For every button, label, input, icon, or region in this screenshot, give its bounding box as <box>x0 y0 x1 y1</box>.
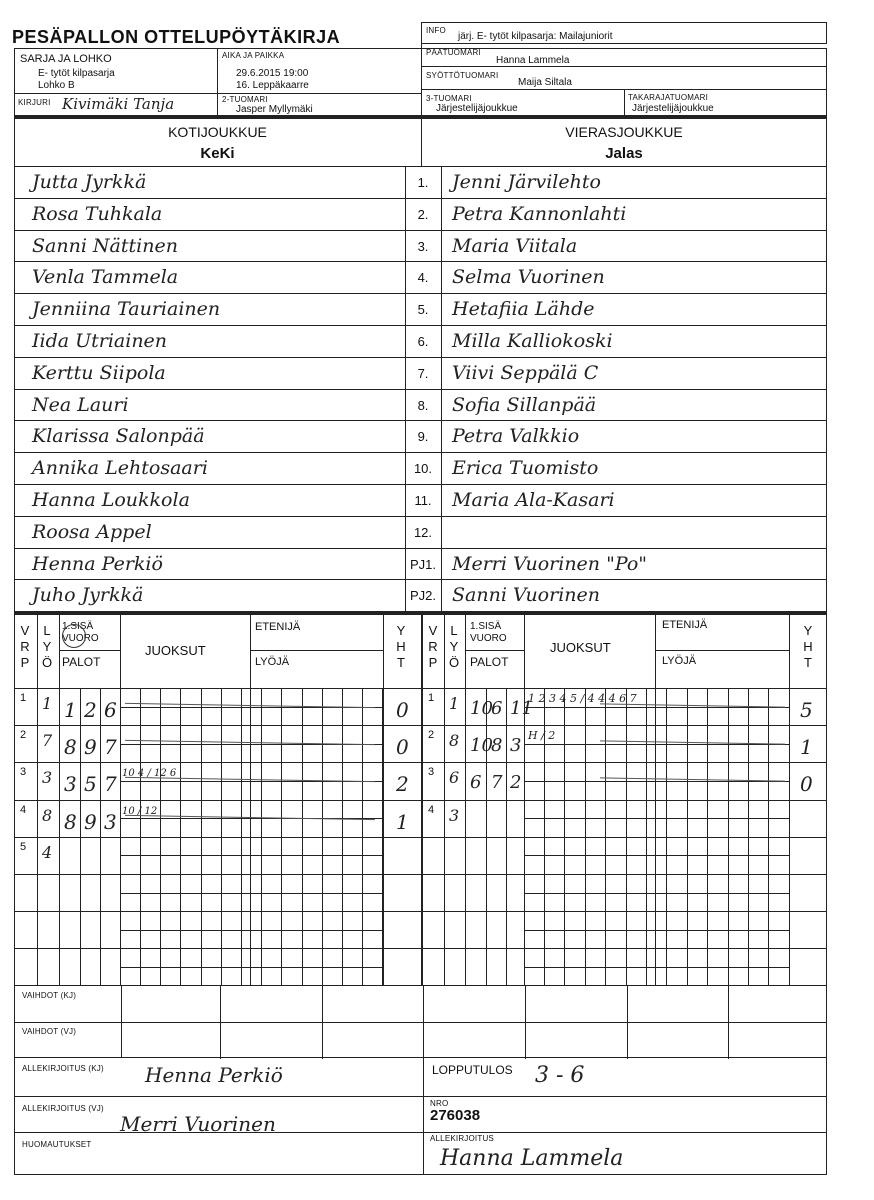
info-value: järj. E- tytöt kilpasarja: Mailajuniorit <box>458 31 613 42</box>
footer-col-divider <box>728 1022 729 1059</box>
home-palo-2: 5 <box>84 772 97 797</box>
syottotuomari-label: SYÖTTÖTUOMARI <box>426 71 499 80</box>
aika-line2: 16. Leppäkaarre <box>236 80 309 91</box>
home-player-name: Kerttu Siipola <box>32 361 166 384</box>
home-player-name: Henna Perkiö <box>32 552 163 575</box>
divider <box>14 93 421 94</box>
away-vrp-value: 3 <box>428 766 435 779</box>
home-player-name: Iida Utriainen <box>32 330 168 352</box>
away-sisa-header: 1.SISÄ VUORO <box>470 621 507 644</box>
away-name: Jalas <box>605 145 643 162</box>
away-player-name: Sofia Sillanpää <box>452 393 597 416</box>
away-yht-value: 0 <box>800 772 813 797</box>
home-name: KeKi <box>200 145 235 162</box>
away-yht-header <box>801 623 815 671</box>
sarja-line1: E- tytöt kilpasarja <box>38 68 115 79</box>
grid-hline <box>524 930 789 931</box>
roster-row-divider <box>14 261 827 262</box>
tuomari3-label: 3-TUOMARI <box>426 94 472 103</box>
nro-label: NRO <box>430 1099 449 1108</box>
footer-col-divider <box>728 985 729 1022</box>
yht-t-letter: T <box>397 655 405 670</box>
home-palo-2: 9 <box>84 809 97 834</box>
home-player-name: Jutta Jyrkkä <box>32 171 147 193</box>
sarja-line2: Lohko B <box>38 80 75 91</box>
home-sisa-header: 1.SISÄ VUORO <box>62 621 99 644</box>
away-player-name: Maria Ala-Kasari <box>452 489 615 511</box>
grid-hline <box>14 725 827 726</box>
home-vrp-header <box>18 623 32 671</box>
divider <box>14 166 827 167</box>
o-letter: Ö <box>448 655 460 670</box>
player-number: 8. <box>417 397 429 413</box>
home-palo-3: 7 <box>104 772 117 797</box>
roster-row-divider <box>14 230 827 231</box>
home-juoksut-marks: 10 4 / 12 6 <box>122 768 177 780</box>
home-yht-value: 2 <box>396 772 409 797</box>
form-title: PESÄPALLON OTTELUPÖYTÄKIRJA <box>12 27 341 47</box>
allekirjoitus-kj-label: ALLEKIRJOITUS (KJ) <box>22 1064 104 1073</box>
p-letter: P <box>20 655 30 670</box>
home-vrp-value: 2 <box>20 729 27 742</box>
home-ly-value: 3 <box>42 768 53 788</box>
tuomari2-value: Jasper Myllymäki <box>236 104 313 115</box>
home-ly-value: 7 <box>42 731 53 751</box>
footer-col-divider <box>322 1022 323 1059</box>
o-letter: Ö <box>41 655 53 670</box>
home-juoksut-header: JUOKSUT <box>145 643 206 658</box>
roster-row-divider <box>14 198 827 199</box>
allekirjoitus-vj-label: ALLEKIRJOITUS (VJ) <box>22 1104 104 1113</box>
allekirjoitus-label: ALLEKIRJOITUS <box>430 1134 494 1143</box>
player-number: 2. <box>417 206 429 222</box>
l-letter: L <box>43 623 51 638</box>
y-letter: Y <box>449 639 459 654</box>
home-palo-1: 8 <box>64 809 77 834</box>
roster-row-divider <box>14 357 827 358</box>
grid-hline <box>120 893 383 894</box>
player-number: 6. <box>417 334 429 349</box>
away-vrp-value: 2 <box>428 729 435 742</box>
away-yht-value: 1 <box>800 735 813 760</box>
away-vrp-header <box>426 623 440 671</box>
divider <box>421 89 827 90</box>
away-player-name: Petra Kannonlahti <box>452 202 627 225</box>
info-label: INFO <box>426 26 446 35</box>
away-player-name: Petra Valkkio <box>452 425 580 448</box>
home-ly-value: 8 <box>42 805 53 825</box>
yht-y-letter: Y <box>396 623 406 638</box>
footer-col-divider <box>220 985 221 1022</box>
footer-col-divider <box>423 1022 424 1059</box>
away-player-name: Viivi Seppälä C <box>452 361 599 384</box>
home-palo-1: 8 <box>64 735 77 760</box>
away-ly-value: 6 <box>449 768 460 788</box>
roster-row-divider <box>14 452 827 453</box>
away-juoksut-marks: H / 2 <box>528 729 556 743</box>
away-player-name: Sanni Vuorinen <box>452 584 600 607</box>
aika-line1: 29.6.2015 19:00 <box>236 68 309 79</box>
home-player-name: Annika Lehtosaari <box>32 457 208 480</box>
player-number: 7. <box>417 365 429 381</box>
home-player-name: Hanna Loukkola <box>32 489 190 511</box>
grid-hline <box>120 930 383 931</box>
away-player-name: Jenni Järvilehto <box>452 171 601 193</box>
huomautukset-label: HUOMAUTUKSET <box>22 1140 92 1149</box>
divider <box>423 1057 424 1175</box>
player-number: 1. <box>417 175 429 190</box>
roster-row-divider <box>14 548 827 549</box>
home-ly-header <box>40 623 54 671</box>
signature-vj: Merri Vuorinen <box>120 1112 276 1136</box>
grid-hline <box>655 650 789 651</box>
first-inning-circle-mark <box>62 624 86 648</box>
grid-hline <box>120 967 383 968</box>
footer-col-divider <box>322 985 323 1022</box>
footer-col-divider <box>627 985 628 1022</box>
r-letter: R <box>20 639 30 654</box>
home-player-name: Jenniina Tauriainen <box>32 298 221 321</box>
away-palo-3: 2 <box>510 772 522 794</box>
home-player-name: Nea Lauri <box>32 393 129 416</box>
footer-col-divider <box>525 1022 526 1059</box>
home-player-name: Klarissa Salonpää <box>32 425 205 448</box>
roster-row-divider <box>14 389 827 390</box>
kirjuri-label: KIRJURI <box>18 98 51 107</box>
away-player-name: Merri Vuorinen "Po" <box>452 552 648 575</box>
home-palo-3: 3 <box>104 809 117 834</box>
away-ly-value: 8 <box>449 731 460 751</box>
signature-referee: Hanna Lammela <box>440 1146 624 1171</box>
player-number: 9. <box>417 429 429 445</box>
home-yht-value: 0 <box>396 735 409 760</box>
home-player-name: Rosa Tuhkala <box>32 202 163 225</box>
yht-h-letter: H <box>396 639 406 654</box>
away-vrp-value: 1 <box>428 692 435 704</box>
grid-hline <box>250 650 383 651</box>
home-player-name: Roosa Appel <box>32 520 152 543</box>
divider <box>421 44 422 116</box>
player-number: 3. <box>417 238 429 254</box>
grid-hline <box>14 948 827 949</box>
home-player-name: Juho Jyrkkä <box>32 584 144 607</box>
away-ly-value: 1 <box>449 694 460 713</box>
tuomari2-label: 2-TUOMARI <box>222 95 268 104</box>
player-number: 10. <box>413 461 433 477</box>
player-number: 5. <box>417 302 429 318</box>
grid-hline <box>524 781 789 782</box>
home-palo-2: 2 <box>84 698 97 722</box>
away-palo-3: 3 <box>510 735 522 757</box>
home-ly-value: 4 <box>42 842 53 862</box>
home-palot-header: PALOT <box>62 655 101 669</box>
home-palo-1: 1 <box>64 698 77 722</box>
grid-hline <box>14 688 827 689</box>
r-letter: R <box>428 639 438 654</box>
p-letter: P <box>428 655 438 670</box>
home-player-name: Venla Tammela <box>32 266 179 289</box>
grid-hline <box>14 800 827 801</box>
divider <box>14 1022 827 1023</box>
roster-row-divider <box>14 420 827 421</box>
away-vrp-value: 4 <box>428 803 435 816</box>
home-palo-1: 3 <box>64 772 77 797</box>
l-letter: L <box>450 623 458 638</box>
kirjuri-value: Kivimäki Tanja <box>62 95 175 113</box>
grid-hline <box>14 837 827 838</box>
home-vrp-value: 4 <box>20 803 27 816</box>
divider <box>14 1096 827 1097</box>
grid-hline <box>120 855 383 856</box>
away-yht-value: 5 <box>800 698 813 722</box>
grid-hline <box>14 874 827 875</box>
yht-y-letter: Y <box>803 623 813 638</box>
v-letter: V <box>20 623 30 638</box>
paatuomari-value: Hanna Lammela <box>496 55 570 66</box>
yht-t-letter: T <box>804 655 812 670</box>
footer-col-divider <box>423 985 424 1022</box>
away-palot-header: PALOT <box>470 655 509 669</box>
player-number: PJ2. <box>409 588 436 604</box>
divider <box>217 48 218 116</box>
roster-row-divider <box>14 516 827 517</box>
footer-box <box>14 985 827 1175</box>
paatuomari-label: PÄÄTUOMARI <box>426 48 481 57</box>
sarja-label: SARJA JA LOHKO <box>20 53 112 65</box>
divider <box>624 89 625 116</box>
tuomari3-value: Järjestelijäjoukkue <box>436 103 518 114</box>
grid-hline <box>14 762 827 763</box>
vaihdot-vj-label: VAIHDOT (VJ) <box>22 1027 77 1036</box>
home-vrp-value: 1 <box>20 692 27 704</box>
home-vrp-value: 3 <box>20 766 27 779</box>
home-etenija-header: ETENIJÄ <box>255 621 301 633</box>
footer-col-divider <box>627 1022 628 1059</box>
away-player-name: Erica Tuomisto <box>452 457 599 480</box>
roster-row-divider <box>14 293 827 294</box>
divider <box>121 985 122 1057</box>
away-palo-1: 10 <box>470 735 493 757</box>
away-palo-2: 6 <box>491 698 503 719</box>
home-palo-3: 7 <box>104 735 117 760</box>
home-yht-value: 1 <box>396 809 409 834</box>
away-juoksut-marks: 1 2 3 4 5 / 4 4 4 6 7 <box>528 692 637 705</box>
away-etenija-header: ETENIJÄ <box>662 619 708 631</box>
footer-col-divider <box>220 1022 221 1059</box>
away-ly-header <box>447 623 461 671</box>
away-palo-1: 10 <box>470 698 493 719</box>
grid-hline <box>465 650 524 651</box>
divider <box>14 1057 827 1058</box>
player-number: 4. <box>417 270 429 286</box>
vaihdot-kj-label: VAIHDOT (KJ) <box>22 991 77 1000</box>
player-number: 11. <box>414 493 432 508</box>
lopputulos-value: 3 - 6 <box>535 1063 585 1088</box>
signature-kj: Henna Perkiö <box>145 1063 283 1087</box>
nro-value: 276038 <box>430 1107 481 1124</box>
footer-col-divider <box>525 985 526 1022</box>
player-number: PJ1. <box>409 556 436 572</box>
home-palo-3: 6 <box>104 698 117 722</box>
home-palo-2: 9 <box>84 735 97 760</box>
away-label: VIERASJOUKKUE <box>565 124 683 140</box>
divider <box>421 66 827 67</box>
home-player-name: Sanni Nättinen <box>32 234 178 257</box>
grid-hline <box>14 911 827 912</box>
grid-hline <box>524 855 789 856</box>
home-ly-value: 1 <box>42 694 53 713</box>
roster-row-divider <box>14 579 827 580</box>
player-number: 12. <box>413 524 433 540</box>
away-ly-value: 3 <box>449 805 460 825</box>
roster-row-divider <box>14 484 827 485</box>
takaraja-value: Järjestelijäjoukkue <box>632 103 714 114</box>
home-lyoja-header: LYÖJÄ <box>255 656 290 668</box>
v-letter: V <box>428 623 438 638</box>
takaraja-label: TAKARAJATUOMARI <box>628 93 709 102</box>
away-player-name: Selma Vuorinen <box>452 266 605 289</box>
home-juoksut-marks: 10 / 12 <box>122 805 158 817</box>
away-palo-1: 6 <box>470 772 482 794</box>
away-juoksut-header: JUOKSUT <box>550 640 611 655</box>
home-yht-header <box>394 623 408 671</box>
grid-hline <box>524 893 789 894</box>
away-player-name: Milla Kalliokoski <box>452 330 613 352</box>
aika-label: AIKA JA PAIKKA <box>222 51 285 60</box>
away-player-name: Hetafiia Lähde <box>452 298 595 321</box>
home-vrp-value: 5 <box>20 840 27 853</box>
grid-hline <box>59 650 120 651</box>
away-palo-2: 7 <box>491 772 503 794</box>
syottotuomari-value: Maija Siltala <box>518 77 572 88</box>
away-palo-3: 11 <box>510 698 533 719</box>
lopputulos-label: LOPPUTULOS <box>432 1063 513 1077</box>
yht-h-letter: H <box>803 639 813 654</box>
away-palo-2: 8 <box>491 735 503 757</box>
away-lyoja-header: LYÖJÄ <box>662 655 697 667</box>
grid-hline <box>524 818 789 819</box>
home-label: KOTIJOUKKUE <box>168 124 267 140</box>
roster-row-divider <box>14 325 827 326</box>
home-yht-value: 0 <box>396 698 409 722</box>
away-player-name: Maria Viitala <box>452 234 578 257</box>
y-letter: Y <box>42 639 52 654</box>
grid-hline <box>524 967 789 968</box>
